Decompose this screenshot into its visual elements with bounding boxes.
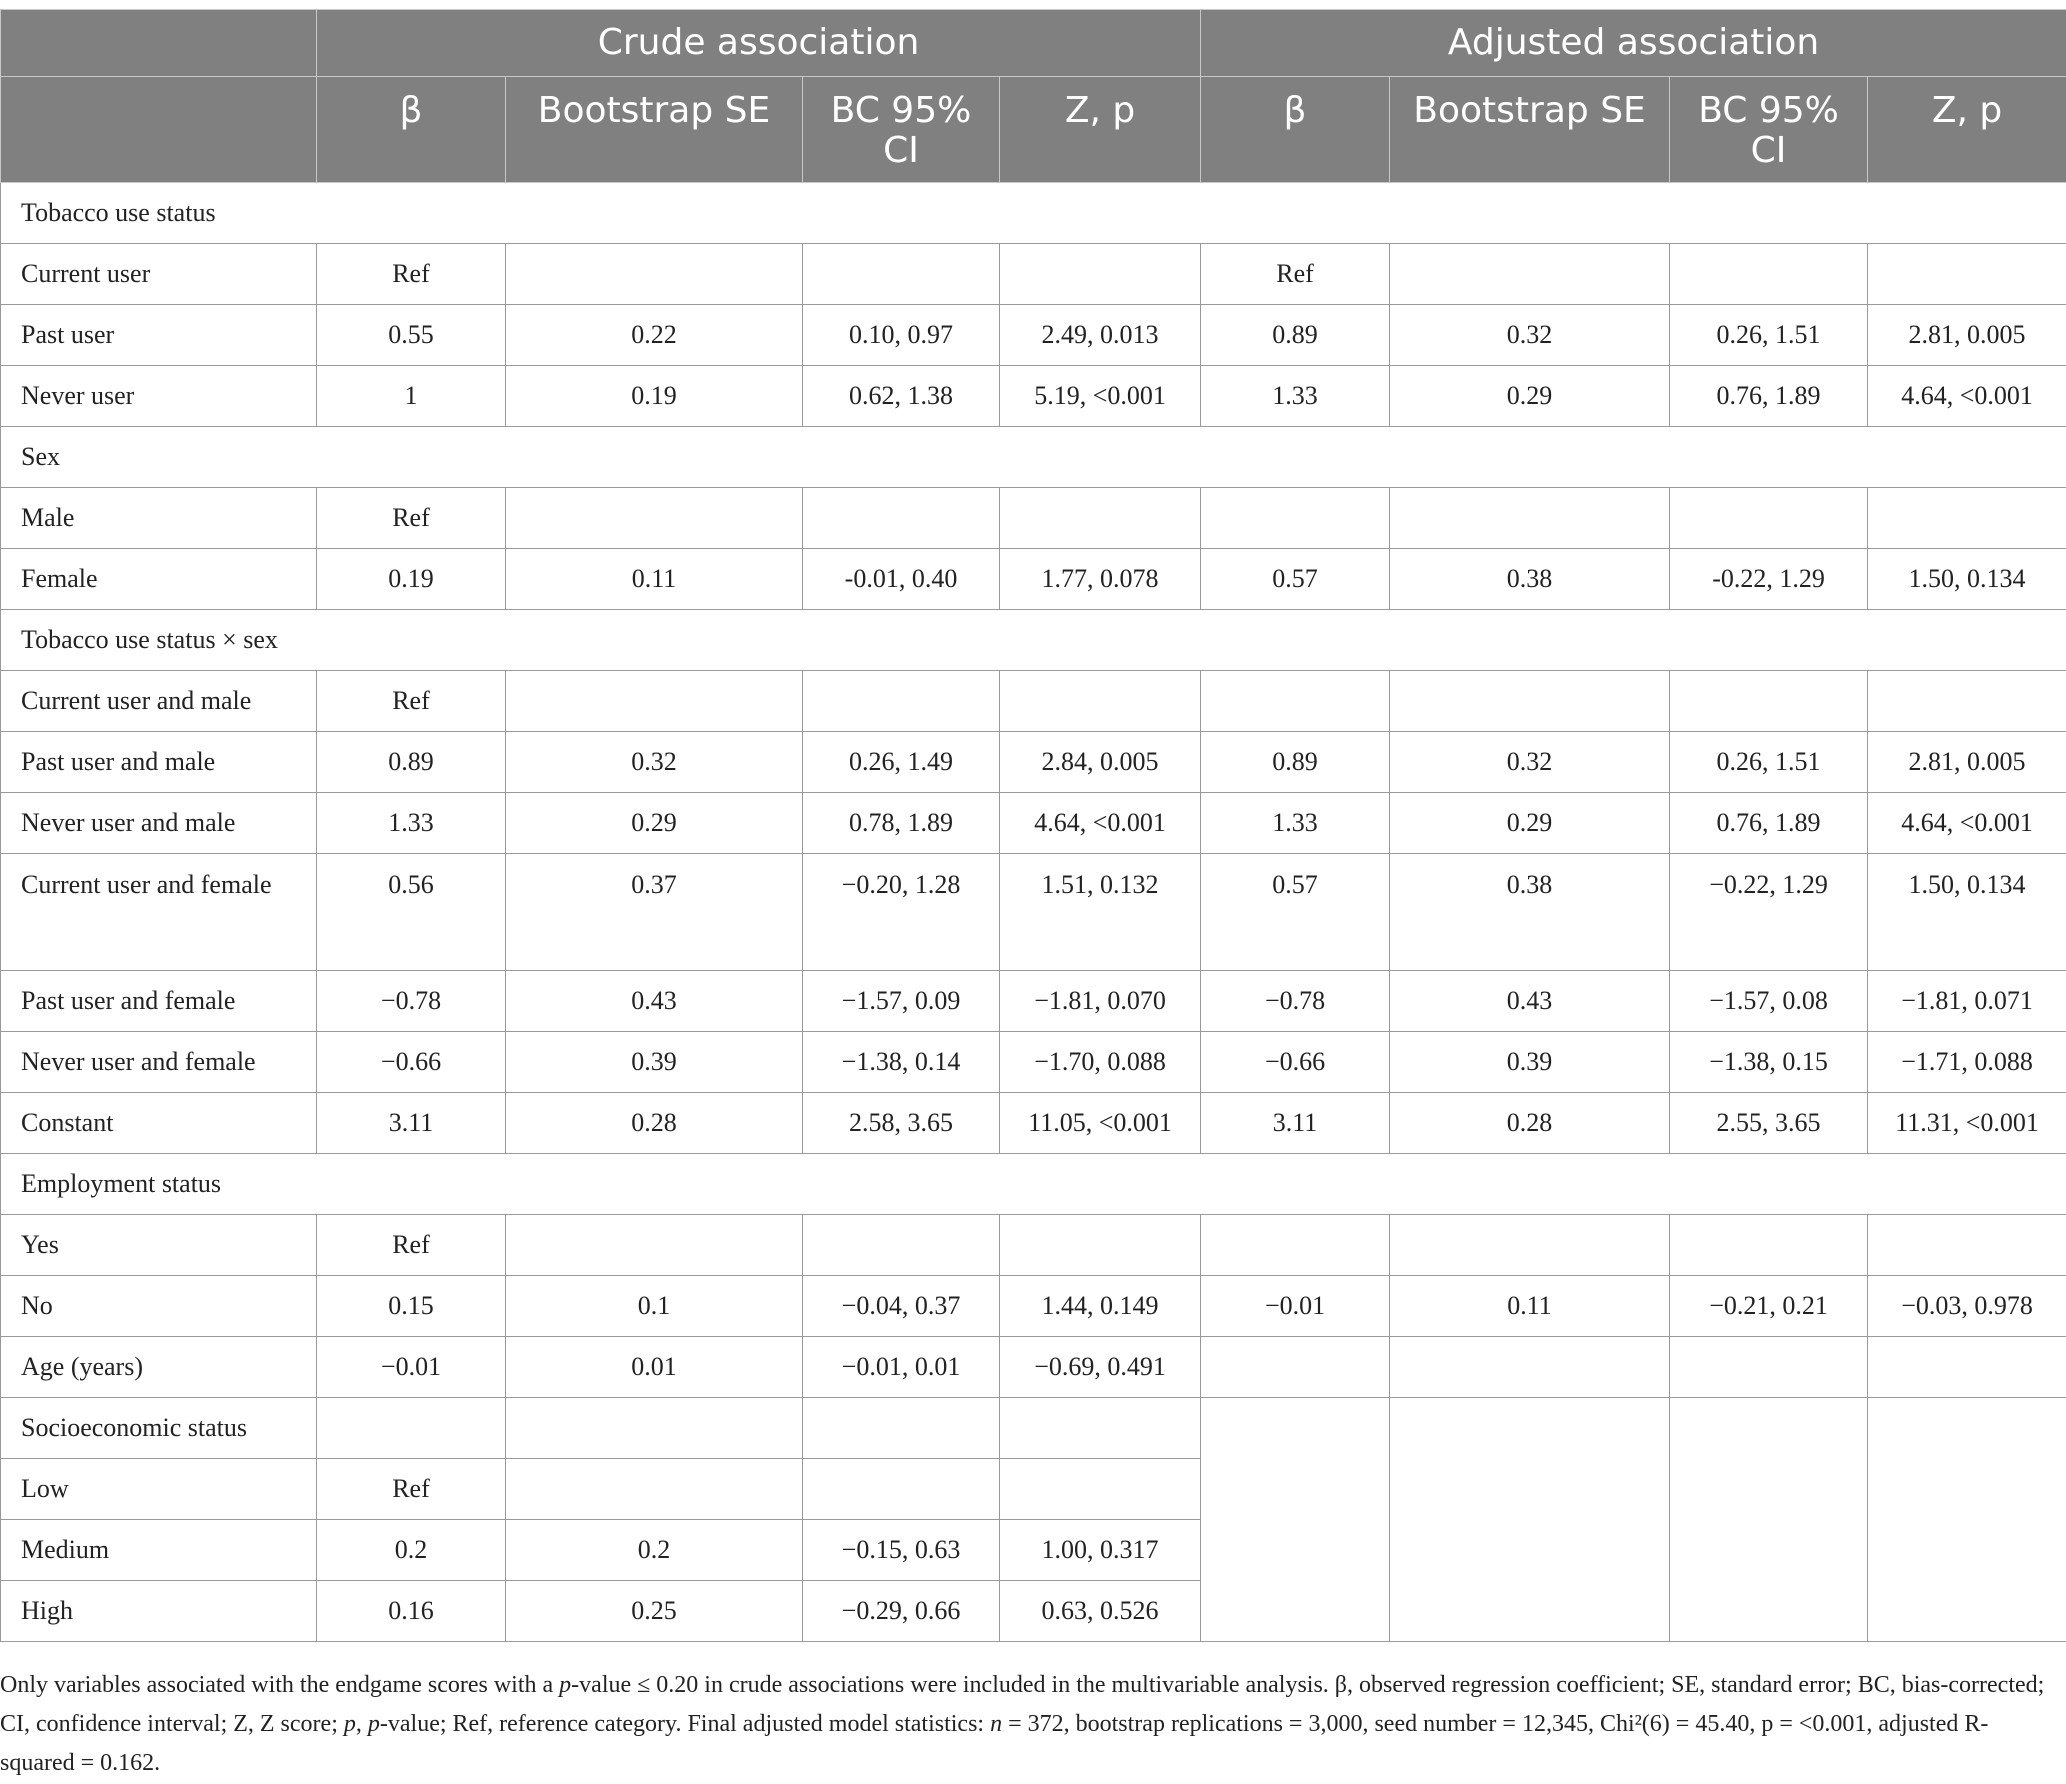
cell: 5.19, <0.001 — [1000, 366, 1201, 427]
empty-cell — [1390, 1398, 1670, 1642]
cell: 0.26, 1.49 — [803, 732, 1000, 793]
col-se-crude: Bootstrap SE — [506, 77, 803, 183]
cell: 3.11 — [317, 1093, 506, 1154]
header-crude: Crude association — [317, 10, 1201, 77]
table-row — [1, 1337, 2066, 1398]
cell — [803, 671, 1000, 732]
cell: 0.15 — [317, 1276, 506, 1337]
cell — [1000, 1398, 1201, 1459]
section-label: Sex — [1, 427, 2066, 488]
cell — [1201, 1337, 1390, 1398]
cell: −0.66 — [317, 1032, 506, 1093]
row-label: Past user and female — [1, 971, 317, 1032]
cell: 0.38 — [1390, 854, 1670, 971]
table-footnote — [0, 1666, 2050, 1783]
col-zp-adjusted: Z, p — [1868, 77, 2066, 183]
cell — [1868, 244, 2066, 305]
cell — [1670, 671, 1868, 732]
table-row — [1, 1032, 2066, 1093]
cell: Ref — [317, 1215, 506, 1276]
cell — [1670, 1337, 1868, 1398]
cell: −1.57, 0.09 — [803, 971, 1000, 1032]
cell: −1.38, 0.15 — [1670, 1032, 1868, 1093]
row-label: Never user — [1, 366, 317, 427]
col-beta-crude: β — [317, 77, 506, 183]
footnote-text: , — [355, 1711, 368, 1737]
cell — [1868, 1337, 2066, 1398]
cell: 0.89 — [317, 732, 506, 793]
cell: 0.28 — [1390, 1093, 1670, 1154]
cell: −1.70, 0.088 — [1000, 1032, 1201, 1093]
footnote-text: -value ≤ 0.20 in crude associations were included in the multivariable analysis. β, observed regression coefficient; SE, standard error; BC, bias-corrected; CI, confidence interval; Z, Z score; — [0, 1672, 2045, 1737]
cell: 0.19 — [506, 366, 803, 427]
cell: 0.26, 1.51 — [1670, 305, 1868, 366]
section-row — [1, 1398, 2066, 1459]
cell: −0.69, 0.491 — [1000, 1337, 1201, 1398]
cell — [803, 244, 1000, 305]
cell: −0.66 — [1201, 1032, 1390, 1093]
cell: 0.37 — [506, 854, 803, 971]
cell: 0.89 — [1201, 305, 1390, 366]
cell: −0.22, 1.29 — [1670, 854, 1868, 971]
cell: 0.38 — [1390, 549, 1670, 610]
cell: 1.77, 0.078 — [1000, 549, 1201, 610]
row-label: Constant — [1, 1093, 317, 1154]
cell: −0.78 — [1201, 971, 1390, 1032]
cell: 1.33 — [1201, 793, 1390, 854]
section-row — [1, 427, 2066, 488]
cell: −0.29, 0.66 — [803, 1581, 1000, 1642]
row-label: Age (years) — [1, 1337, 317, 1398]
table-row — [1, 971, 2066, 1032]
footnote-text: = 372, bootstrap replications = 3,000, seed number = 12,345, Chi²(6) = 45.40, p = <0.001, adjusted R-squared = 0.162. — [0, 1711, 1989, 1776]
cell: −1.38, 0.14 — [803, 1032, 1000, 1093]
empty-cell — [1670, 1398, 1868, 1642]
table-row — [1, 1276, 2066, 1337]
table-row — [1, 793, 2066, 854]
cell: -0.01, 0.40 — [803, 549, 1000, 610]
header-column-row — [1, 77, 2066, 183]
cell: 2.84, 0.005 — [1000, 732, 1201, 793]
cell — [506, 1398, 803, 1459]
cell — [1000, 244, 1201, 305]
cell — [803, 1459, 1000, 1520]
cell: −1.57, 0.08 — [1670, 971, 1868, 1032]
row-label: Female — [1, 549, 317, 610]
cell — [1868, 671, 2066, 732]
cell — [1670, 488, 1868, 549]
section-row — [1, 610, 2066, 671]
table-row — [1, 305, 2066, 366]
cell: 0.78, 1.89 — [803, 793, 1000, 854]
cell: 0.1 — [506, 1276, 803, 1337]
cell: 11.05, <0.001 — [1000, 1093, 1201, 1154]
cell: 3.11 — [1201, 1093, 1390, 1154]
cell — [1670, 244, 1868, 305]
cell: 0.62, 1.38 — [803, 366, 1000, 427]
section-row — [1, 183, 2066, 244]
section-row — [1, 1154, 2066, 1215]
cell: 1.50, 0.134 — [1868, 854, 2066, 971]
cell: 2.81, 0.005 — [1868, 732, 2066, 793]
row-label: No — [1, 1276, 317, 1337]
cell — [1390, 671, 1670, 732]
cell: 0.29 — [1390, 366, 1670, 427]
cell — [1868, 1215, 2066, 1276]
cell: −1.81, 0.071 — [1868, 971, 2066, 1032]
cell: 0.29 — [506, 793, 803, 854]
cell: 0.2 — [506, 1520, 803, 1581]
cell: 1.44, 0.149 — [1000, 1276, 1201, 1337]
cell: 0.63, 0.526 — [1000, 1581, 1201, 1642]
row-label: Medium — [1, 1520, 317, 1581]
row-label: Past user — [1, 305, 317, 366]
col-zp-crude: Z, p — [1000, 77, 1201, 183]
cell: 0.25 — [506, 1581, 803, 1642]
cell: 0.39 — [506, 1032, 803, 1093]
cell: 1.00, 0.317 — [1000, 1520, 1201, 1581]
col-se-adjusted: Bootstrap SE — [1390, 77, 1670, 183]
cell — [1390, 244, 1670, 305]
cell — [1000, 1215, 1201, 1276]
cell: Ref — [317, 244, 506, 305]
footnote-text: p — [343, 1711, 356, 1737]
cell: 4.64, <0.001 — [1868, 366, 2066, 427]
cell: −0.01, 0.01 — [803, 1337, 1000, 1398]
footnote-text: -value; Ref, reference category. Final adjusted model statistics: — [379, 1711, 991, 1737]
cell: Ref — [317, 488, 506, 549]
section-label: Employment status — [1, 1154, 2066, 1215]
cell: 2.49, 0.013 — [1000, 305, 1201, 366]
cell — [506, 488, 803, 549]
cell: 0.16 — [317, 1581, 506, 1642]
cell — [506, 1215, 803, 1276]
cell — [1201, 488, 1390, 549]
table-row — [1, 488, 2066, 549]
col-ci-adjusted: BC 95% CI — [1670, 77, 1868, 183]
cell — [1390, 1215, 1670, 1276]
cell: 0.01 — [506, 1337, 803, 1398]
cell: 1 — [317, 366, 506, 427]
cell: Ref — [317, 671, 506, 732]
row-label: Current user and male — [1, 671, 317, 732]
cell: 0.57 — [1201, 854, 1390, 971]
table-row — [1, 1215, 2066, 1276]
cell: −1.81, 0.070 — [1000, 971, 1201, 1032]
cell — [803, 488, 1000, 549]
cell: −0.04, 0.37 — [803, 1276, 1000, 1337]
header-empty-cell — [1, 77, 317, 183]
cell: 0.22 — [506, 305, 803, 366]
cell — [506, 671, 803, 732]
cell: 4.64, <0.001 — [1000, 793, 1201, 854]
cell: 0.10, 0.97 — [803, 305, 1000, 366]
cell — [506, 244, 803, 305]
row-label: Never user and male — [1, 793, 317, 854]
cell: 0.43 — [506, 971, 803, 1032]
empty-cell — [1201, 1398, 1390, 1642]
cell — [317, 1398, 506, 1459]
cell: 1.51, 0.132 — [1000, 854, 1201, 971]
col-ci-crude: BC 95% CI — [803, 77, 1000, 183]
cell: 1.33 — [1201, 366, 1390, 427]
cell: 0.19 — [317, 549, 506, 610]
cell — [506, 1459, 803, 1520]
cell: 0.56 — [317, 854, 506, 971]
cell — [1390, 488, 1670, 549]
cell — [1868, 488, 2066, 549]
cell — [1670, 1215, 1868, 1276]
cell: 0.11 — [506, 549, 803, 610]
cell — [1000, 488, 1201, 549]
cell: −0.01 — [317, 1337, 506, 1398]
cell — [1000, 1459, 1201, 1520]
cell: 0.26, 1.51 — [1670, 732, 1868, 793]
cell: 0.2 — [317, 1520, 506, 1581]
cell: 0.89 — [1201, 732, 1390, 793]
header-group-row — [1, 10, 2066, 77]
cell: Ref — [1201, 244, 1390, 305]
cell: 0.39 — [1390, 1032, 1670, 1093]
cell: −1.71, 0.088 — [1868, 1032, 2066, 1093]
cell: 2.58, 3.65 — [803, 1093, 1000, 1154]
table-row — [1, 671, 2066, 732]
section-label: Tobacco use status — [1, 183, 2066, 244]
row-label: High — [1, 1581, 317, 1642]
cell: 1.33 — [317, 793, 506, 854]
cell — [803, 1398, 1000, 1459]
row-label: Past user and male — [1, 732, 317, 793]
empty-cell — [1868, 1398, 2066, 1642]
row-label: Low — [1, 1459, 317, 1520]
cell: 0.57 — [1201, 549, 1390, 610]
cell: −0.03, 0.978 — [1868, 1276, 2066, 1337]
cell: 0.28 — [506, 1093, 803, 1154]
table-row — [1, 732, 2066, 793]
col-beta-adjusted: β — [1201, 77, 1390, 183]
row-label: Current user — [1, 244, 317, 305]
header-adjusted: Adjusted association — [1201, 10, 2066, 77]
cell: −0.01 — [1201, 1276, 1390, 1337]
cell: 0.76, 1.89 — [1670, 793, 1868, 854]
cell — [1000, 671, 1201, 732]
row-label: Yes — [1, 1215, 317, 1276]
cell: 0.76, 1.89 — [1670, 366, 1868, 427]
cell: 2.55, 3.65 — [1670, 1093, 1868, 1154]
cell — [803, 1215, 1000, 1276]
cell: 0.32 — [1390, 732, 1670, 793]
table-row — [1, 366, 2066, 427]
section-label: Socioeconomic status — [1, 1398, 317, 1459]
table-row — [1, 854, 2066, 971]
footnote-text: p — [367, 1711, 380, 1737]
cell — [1201, 671, 1390, 732]
table-row — [1, 1093, 2066, 1154]
cell: 1.50, 0.134 — [1868, 549, 2066, 610]
cell: 0.32 — [506, 732, 803, 793]
cell: -0.22, 1.29 — [1670, 549, 1868, 610]
header-empty-cell — [1, 10, 317, 77]
cell: 0.29 — [1390, 793, 1670, 854]
cell: −0.78 — [317, 971, 506, 1032]
cell — [1390, 1337, 1670, 1398]
cell: 0.43 — [1390, 971, 1670, 1032]
cell: 11.31, <0.001 — [1868, 1093, 2066, 1154]
cell: −0.15, 0.63 — [803, 1520, 1000, 1581]
footnote-text: p — [559, 1672, 572, 1698]
section-label: Tobacco use status × sex — [1, 610, 2066, 671]
row-label: Current user and female — [1, 854, 317, 971]
row-label: Male — [1, 488, 317, 549]
cell: 2.81, 0.005 — [1868, 305, 2066, 366]
cell: 0.11 — [1390, 1276, 1670, 1337]
regression-table — [0, 9, 2066, 1642]
cell: 0.55 — [317, 305, 506, 366]
cell: 4.64, <0.001 — [1868, 793, 2066, 854]
cell: −0.21, 0.21 — [1670, 1276, 1868, 1337]
table-row — [1, 549, 2066, 610]
footnote-text: Only variables associated with the endgame scores with a — [0, 1672, 560, 1698]
cell: 0.32 — [1390, 305, 1670, 366]
footnote-text: n — [990, 1711, 1003, 1737]
cell — [1201, 1215, 1390, 1276]
table-row — [1, 244, 2066, 305]
cell: Ref — [317, 1459, 506, 1520]
row-label: Never user and female — [1, 1032, 317, 1093]
cell: −0.20, 1.28 — [803, 854, 1000, 971]
